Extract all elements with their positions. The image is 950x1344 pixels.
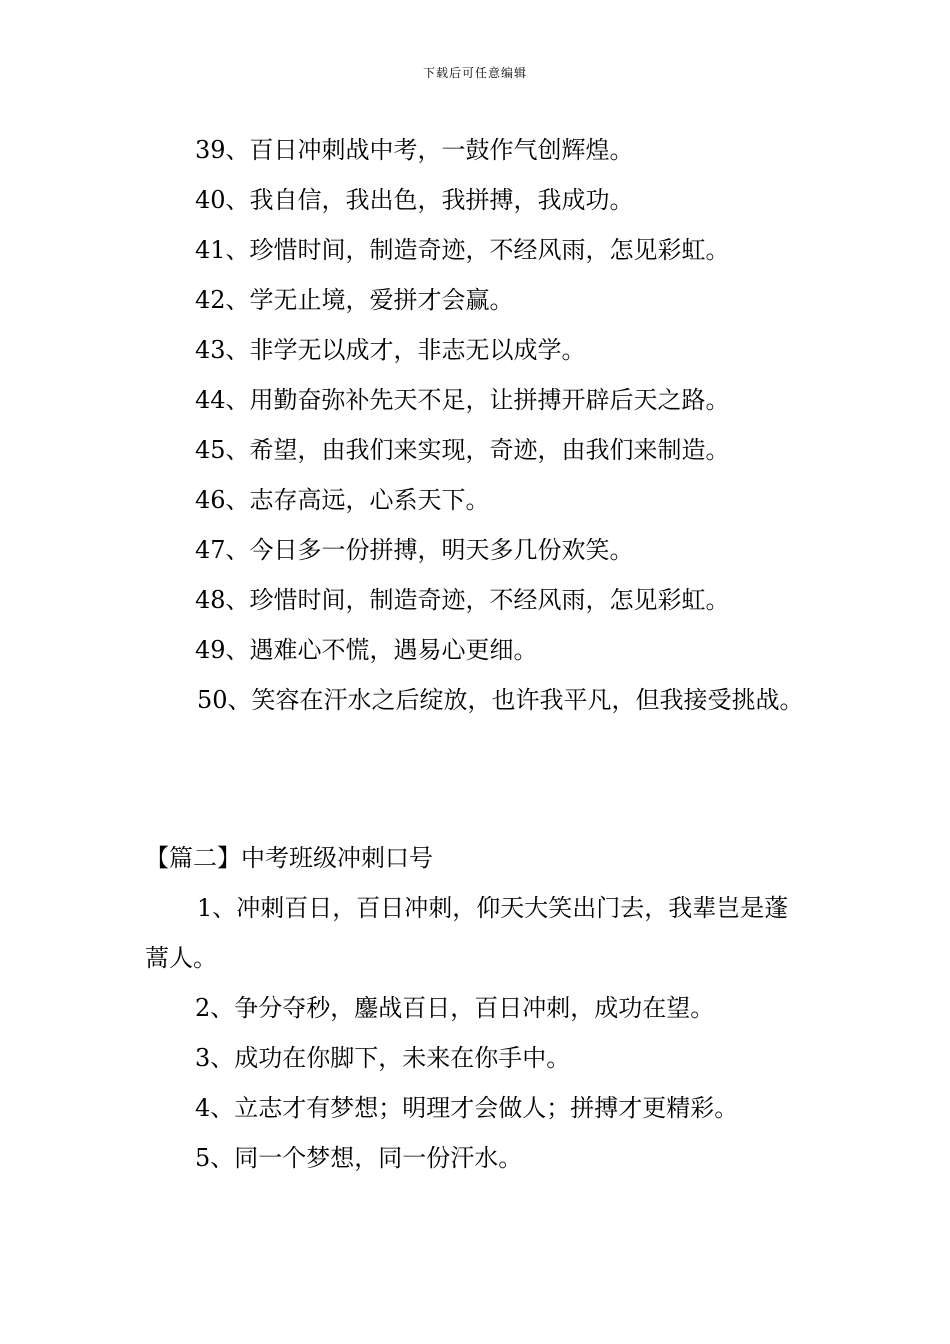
slogan-40: 40、我自信，我出色，我拼搏，我成功。 xyxy=(195,186,634,214)
section-heading: 【篇二】中考班级冲刺口号 xyxy=(145,844,433,872)
page-header: 下载后可任意编辑 xyxy=(422,66,527,80)
slogan-47: 47、今日多一份拼搏，明天多几份欢笑。 xyxy=(195,536,634,564)
slogan-5: 5、同一个梦想，同一份汗水。 xyxy=(195,1144,523,1172)
slogan-50: 50、笑容在汗水之后绽放，也许我平凡，但我接受挑战。 xyxy=(197,686,804,714)
slogan-46: 46、志存高远，心系天下。 xyxy=(195,486,490,514)
document-body xyxy=(145,125,810,1183)
slogan-4: 4、立志才有梦想；明理才会做人；拼搏才更精彩。 xyxy=(195,1094,739,1122)
slogan-1: 1、冲刺百日，百日冲刺，仰天大笑出门去，我辈岂是蓬蒿人。 xyxy=(145,894,789,972)
section-spacer xyxy=(145,725,810,833)
slogan-44: 44、用勤奋弥补先天不足，让拼搏开辟后天之路。 xyxy=(195,386,730,414)
slogan-45: 45、希望，由我们来实现，奇迹，由我们来制造。 xyxy=(195,436,730,464)
slogan-43: 43、非学无以成才，非志无以成学。 xyxy=(195,336,586,364)
slogan-48: 48、珍惜时间，制造奇迹，不经风雨，怎见彩虹。 xyxy=(195,586,730,614)
slogan-3: 3、成功在你脚下，未来在你手中。 xyxy=(195,1044,571,1072)
slogan-39: 39、百日冲刺战中考，一鼓作气创辉煌。 xyxy=(195,136,634,164)
slogan-41: 41、珍惜时间，制造奇迹，不经风雨，怎见彩虹。 xyxy=(195,236,730,264)
slogan-42: 42、学无止境，爱拼才会赢。 xyxy=(195,286,514,314)
slogan-49: 49、遇难心不慌，遇易心更细。 xyxy=(195,636,538,664)
slogan-2: 2、争分夺秒，鏖战百日，百日冲刺，成功在望。 xyxy=(195,994,715,1022)
